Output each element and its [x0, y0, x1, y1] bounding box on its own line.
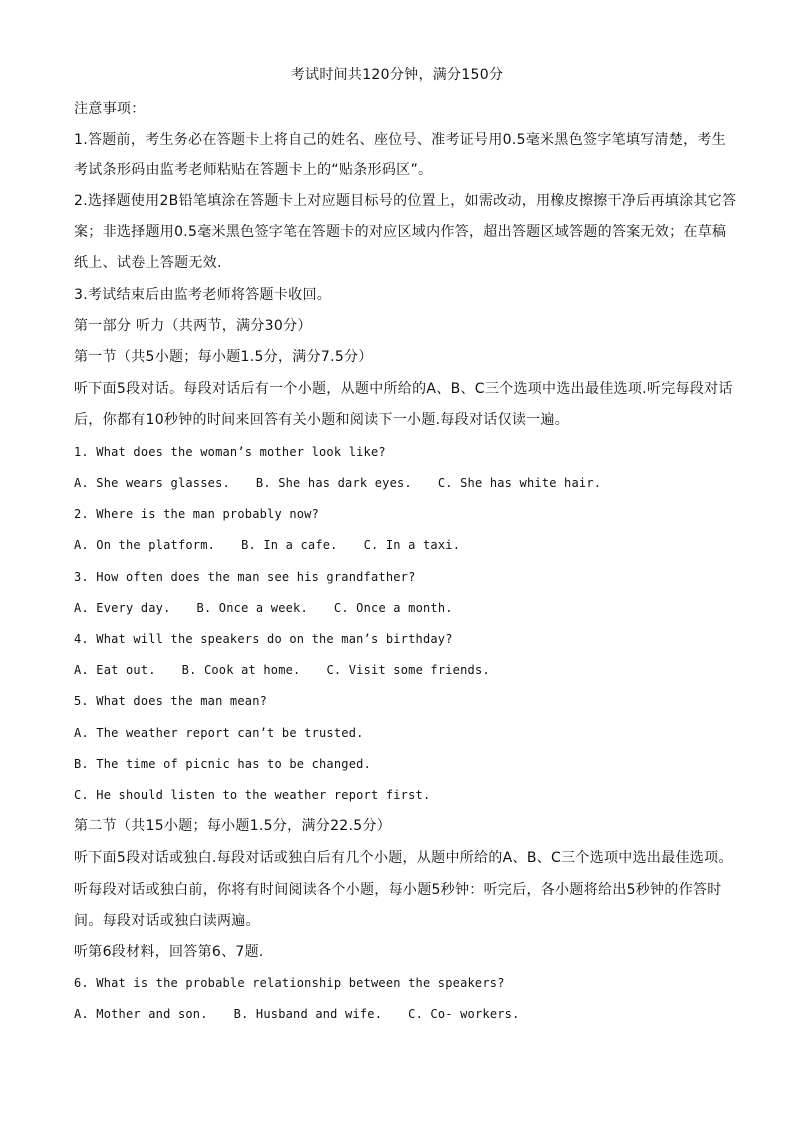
- notice-item-2-line-2: 案；非选择题用0.5毫米黑色签字笔在答题卡的对应区域内作答，超出答题区域答题的答案无效；在草稿: [74, 224, 727, 240]
- option-c: C. Co- workers.: [408, 1007, 520, 1021]
- notice-item-2-line-1: 2.选择题使用2B铅笔填涂在答题卡上对应题目标号的位置上，如需改动，用橡皮擦擦干净后再填涂其它答: [74, 193, 737, 209]
- notice-item-2-line-3: 纸上、试卷上答题无效.: [74, 255, 222, 271]
- part1-heading: 第一部分 听力（共两节，满分30分）: [74, 318, 312, 334]
- option-a: A. On the platform.: [74, 538, 216, 552]
- notice-item-3: 3.考试结束后由监考老师将答题卡收回。: [74, 287, 332, 303]
- section2-instruction-line-1: 听下面5段对话或独白.每段对话或独白后有几个小题，从题中所给的A、B、C三个选项中选出最佳选项。: [74, 850, 733, 866]
- option-a: A. Every day.: [74, 601, 171, 615]
- question-3-options: [74, 598, 479, 618]
- option-b: B. Husband and wife.: [233, 1007, 383, 1021]
- exam-duration-title: 考试时间共120分钟，满分150分: [290, 67, 504, 83]
- question-5-option-a: A. The weather report can’t be trusted.: [74, 726, 364, 740]
- option-c: C. In a taxi.: [363, 538, 461, 552]
- notice-item-1-line-1: 1.答题前，考生务必在答题卡上将自己的姓名、座位号、准考证号用0.5毫米黑色签字笔填写清楚，考生: [74, 132, 727, 148]
- question-6-stem: 6. What is the probable relationship between the speakers?: [74, 976, 505, 990]
- option-c: C. Once a month.: [333, 601, 453, 615]
- option-b: B. Once a week.: [196, 601, 308, 615]
- notice-heading: 注意事项：: [74, 101, 146, 117]
- option-a: A. She wears glasses.: [74, 476, 230, 490]
- question-2-options: [74, 535, 486, 555]
- section1-instruction-line-2: 后，你都有10秒钟的时间来回答有关小题和阅读下一小题.每段对话仅读一遍。: [74, 412, 570, 428]
- option-c: C. She has white hair.: [437, 476, 602, 490]
- section2-heading: 第二节（共15小题；每小题1.5分，满分22.5分）: [74, 818, 392, 834]
- question-4-stem: 4. What will the speakers do on the man’s birthday?: [74, 632, 453, 646]
- question-1-options: [74, 473, 627, 493]
- question-1-stem: 1. What does the woman’s mother look like?: [74, 445, 386, 459]
- notice-item-1-line-2: 考试条形码由监考老师粘贴在答题卡上的“贴条形码区”。: [74, 162, 433, 178]
- option-a: A. Mother and son.: [74, 1007, 208, 1021]
- option-c: C. Visit some friends.: [326, 663, 490, 677]
- section2-instruction-line-2: 听每段对话或独白前，你将有时间阅读各个小题，每小题5秒钟：听完后，各小题将给出5秒钟的作答时: [74, 882, 722, 898]
- section1-heading: 第一节（共5小题；每小题1.5分，满分7.5分）: [74, 349, 373, 365]
- question-4-options: [74, 660, 516, 680]
- question-6-options: [74, 1004, 546, 1024]
- question-5-stem: 5. What does the man mean?: [74, 694, 268, 708]
- section2-instruction-line-3: 间。每段对话或独白读两遍。: [74, 913, 260, 929]
- question-5-option-b: B. The time of picnic has to be changed.: [74, 757, 371, 771]
- option-a: A. Eat out.: [74, 663, 156, 677]
- option-b: B. She has dark eyes.: [255, 476, 412, 490]
- option-b: B. In a cafe.: [241, 538, 338, 552]
- question-2-stem: 2. Where is the man probably now?: [74, 507, 320, 521]
- question-5-option-c: C. He should listen to the weather report first.: [74, 788, 431, 802]
- section1-instruction-line-1: 听下面5段对话。每段对话后有一个小题，从题中所给的A、B、C三个选项中选出最佳选项.听完每段对话: [74, 381, 733, 397]
- option-b: B. Cook at home.: [181, 663, 301, 677]
- question-3-stem: 3. How often does the man see his grandfather?: [74, 570, 416, 584]
- material-6-heading: 听第6段材料，回答第6、7题.: [74, 944, 264, 960]
